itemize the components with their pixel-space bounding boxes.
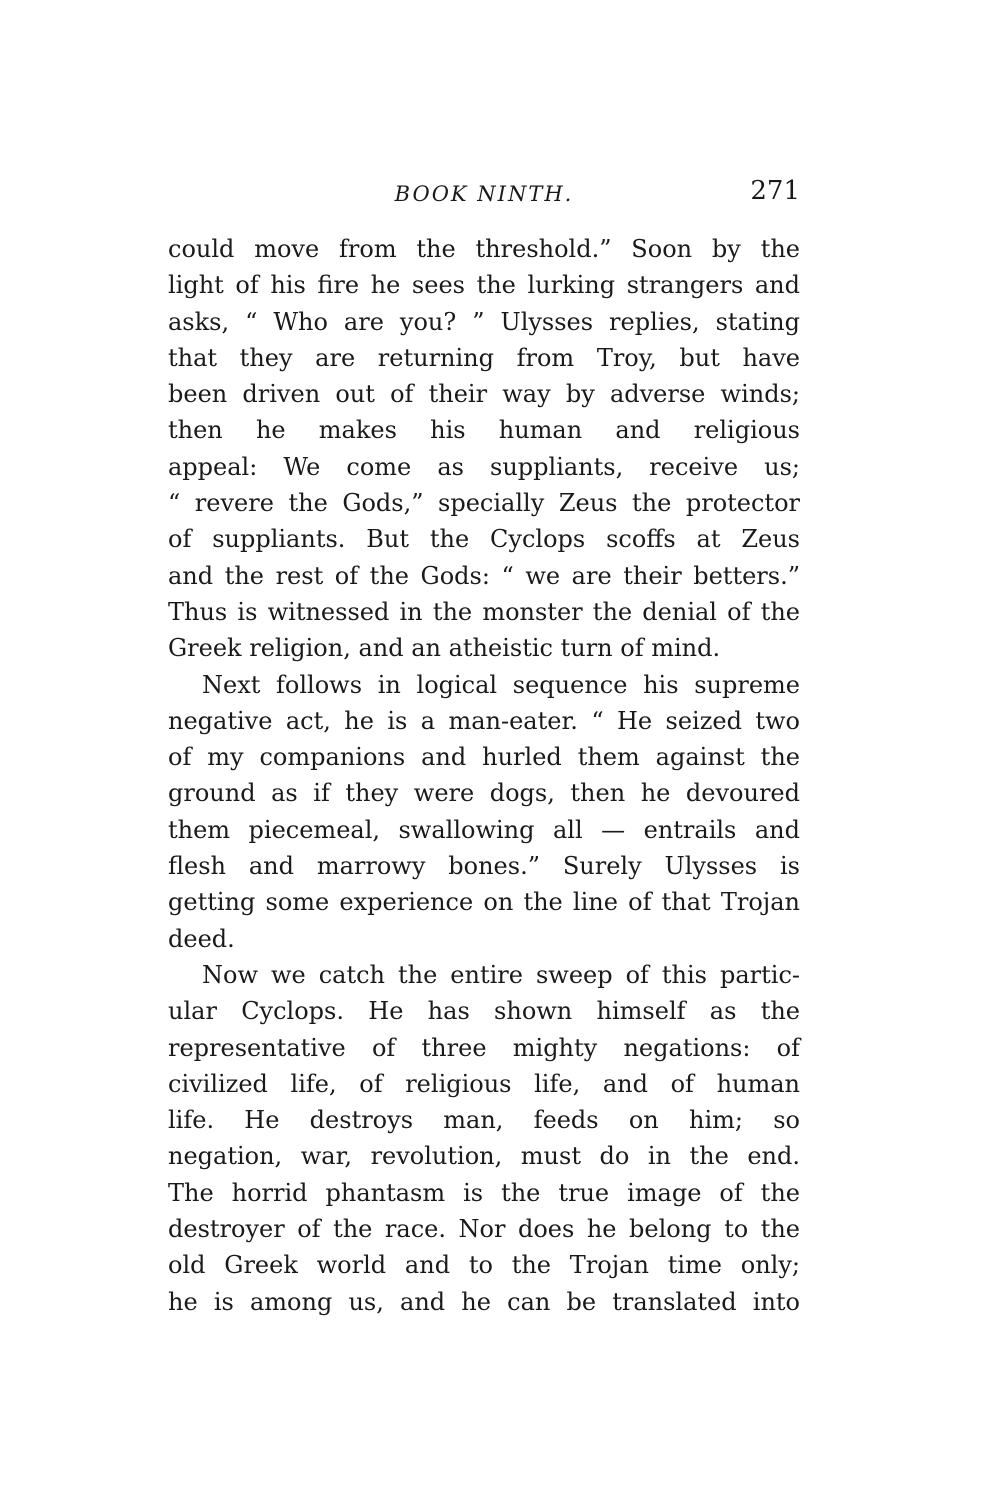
text-line: of suppliants. But the Cyclops scoffs at Zeus	[168, 525, 800, 554]
text-line: ular Cyclops. He has shown himself as the	[168, 997, 800, 1026]
text-line: appeal: We come as suppliants, receive us;	[168, 452, 800, 481]
text-line: life. He destroys man, feeds on him; so	[168, 1106, 800, 1135]
text-line: The horrid phantasm is the true image of the	[168, 1178, 800, 1207]
running-head	[168, 176, 800, 212]
paragraph-2	[168, 667, 800, 957]
text-line: representative of three mighty negations: of	[168, 1033, 800, 1062]
running-title: BOOK NINTH.	[394, 182, 574, 206]
text-line: civilized life, of religious life, and of human	[168, 1069, 800, 1098]
text-line: light of his fire he sees the lurking strangers and	[168, 271, 800, 300]
page-number: 271	[750, 176, 800, 206]
body-text	[168, 231, 800, 1320]
text-line: of my companions and hurled them against the	[168, 743, 800, 772]
text-line: ground as if they were dogs, then he devoured	[168, 779, 800, 808]
text-line: Greek religion, and an atheistic turn of mind.	[168, 634, 721, 663]
text-line: negative act, he is a man-eater. “ He seized two	[168, 706, 800, 735]
text-line: Thus is witnessed in the monster the denial of the	[168, 597, 800, 626]
text-line: asks, “ Who are you? ” Ulysses replies, stating	[168, 307, 800, 336]
text-line: “ revere the Gods,” specially Zeus the protector	[168, 489, 800, 518]
text-line: Now we catch the entire sweep of this partic-	[202, 960, 800, 989]
text-line: that they are returning from Troy, but have	[168, 343, 800, 372]
text-line: he is among us, and he can be translated into	[168, 1287, 800, 1316]
text-line: flesh and marrowy bones.” Surely Ulysses is	[168, 852, 800, 881]
text-line: negation, war, revolution, must do in the end.	[168, 1142, 800, 1171]
text-line: deed.	[168, 924, 235, 953]
paragraph-3	[168, 957, 800, 1320]
text-line: them piecemeal, swallowing all — entrails and	[168, 815, 800, 844]
text-line: old Greek world and to the Trojan time only;	[168, 1251, 800, 1280]
text-line: could move from the threshold.” Soon by the	[168, 235, 800, 263]
text-line: getting some experience on the line of that Trojan	[168, 888, 800, 917]
text-line: destroyer of the race. Nor does he belong to the	[168, 1215, 800, 1244]
text-line: Next follows in logical sequence his supreme	[202, 670, 800, 699]
text-line: and the rest of the Gods: “ we are their betters.”	[168, 561, 800, 590]
text-line: been driven out of their way by adverse winds;	[168, 380, 800, 409]
paragraph-1	[168, 231, 800, 667]
text-line: then he makes his human and religious	[168, 416, 800, 445]
